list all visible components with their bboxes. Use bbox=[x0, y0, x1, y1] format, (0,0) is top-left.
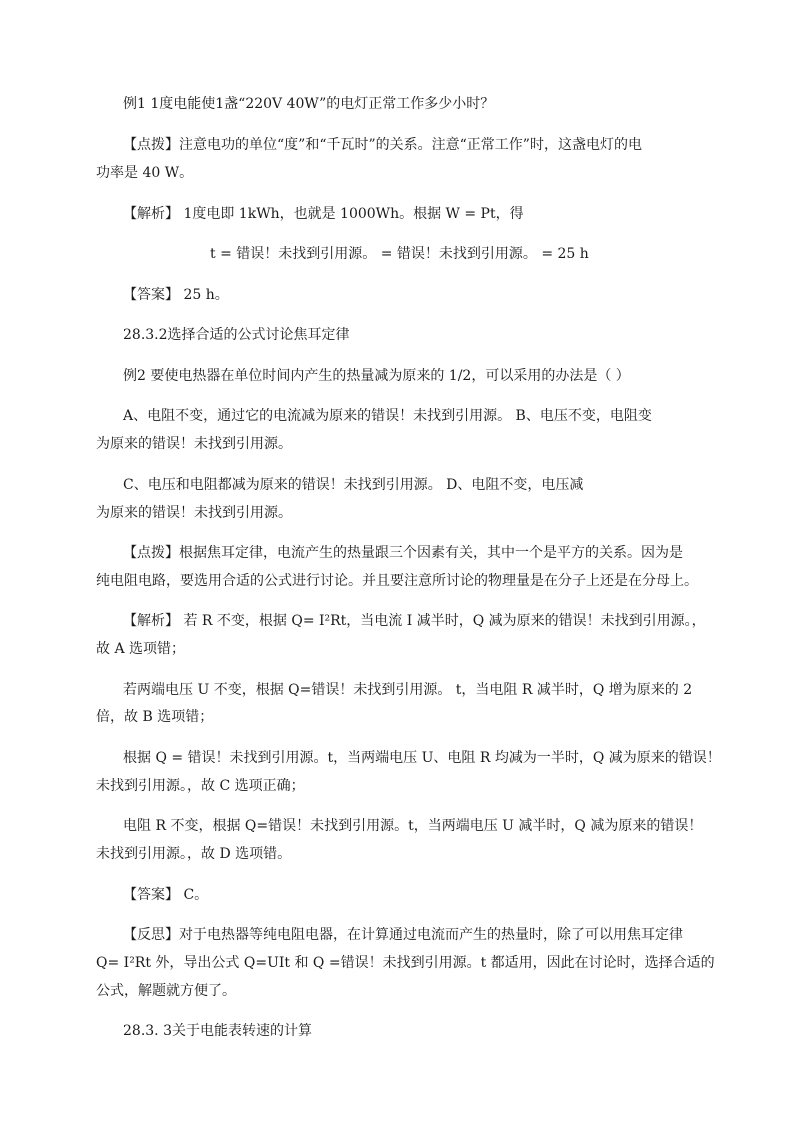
example-1-hint: 【点拨】注意电功的单位“度”和“千瓦时”的关系。注意“正常工作”时，这盏电灯的电 bbox=[123, 137, 642, 153]
example-2-reflection-line-3: 公式，解题就方便了。 bbox=[96, 983, 236, 999]
example-2-options-c-d: C、电压和电阻都减为原来的错误！未找到引用源。 D、电阻不变，电压减 bbox=[123, 477, 584, 493]
section-heading-28-3-2: 28.3.2选择合适的公式讨论焦耳定律 bbox=[123, 327, 350, 343]
example-2-options-a-b: A、电阻不变，通过它的电流减为原来的错误！未找到引用源。 B、电压不变，电阻变 bbox=[123, 408, 652, 424]
example-2-hint-continued: 纯电阻电路，要选用合适的公式进行讨论。并且要注意所讨论的物理量是在分子上还是在分母上。 bbox=[96, 573, 698, 589]
example-1-formula: t = 错误！未找到引用源。 = 错误！未找到引用源。 = 25 h bbox=[210, 246, 589, 262]
example-2-analysis-a-continued: 故 A 选项错； bbox=[96, 641, 186, 657]
example-1-analysis: 【解析】 1度电即 1kWh，也就是 1000Wh。根据 W = Pt，得 bbox=[123, 206, 524, 222]
example-2-options-c-d-continued: 为原来的错误！未找到引用源。 bbox=[96, 505, 292, 521]
example-2-options-a-b-continued: 为原来的错误！未找到引用源。 bbox=[96, 436, 292, 452]
example-2-question: 例2 要使电热器在单位时间内产生的热量减为原来的 1/2，可以采用的办法是（ ） bbox=[123, 368, 630, 384]
example-2-analysis-d: 电阻 R 不变，根据 Q=错误！未找到引用源。t，当两端电压 U 减半时，Q 减为原来的错误！ bbox=[123, 818, 703, 834]
example-2-hint: 【点拨】根据焦耳定律，电流产生的热量跟三个因素有关，其中一个是平方的关系。因为是 bbox=[123, 545, 683, 561]
example-1-answer: 【答案】 25 h。 bbox=[123, 287, 229, 303]
example-1-question: 例1 1度电能使1盏“220V 40W”的电灯正常工作多少小时？ bbox=[123, 96, 495, 112]
example-2-analysis-d-continued: 未找到引用源。，故 D 选项错。 bbox=[96, 846, 292, 862]
example-2-reflection-line-2: Q= I²Rt 外，导出公式 Q=UIt 和 Q =错误！未找到引用源。t 都适用，因此在讨论时，选择合适的 bbox=[96, 955, 715, 971]
example-2-analysis-c: 根据 Q = 错误！未找到引用源。t，当两端电压 U、电阻 R 均减为一半时，Q 减为原来的错误！ bbox=[123, 750, 721, 766]
example-1-hint-continued: 功率是 40 W。 bbox=[96, 165, 194, 181]
section-heading-28-3-3: 28.3. 3关于电能表转速的计算 bbox=[123, 1023, 312, 1039]
example-2-analysis-b-continued: 倍，故 B 选项错； bbox=[96, 709, 214, 725]
example-2-answer: 【答案】 C。 bbox=[123, 887, 209, 903]
example-2-analysis-b: 若两端电压 U 不变，根据 Q=错误！未找到引用源。 t，当电阻 R 减半时，Q 增为原来的 2 bbox=[123, 682, 693, 698]
example-2-analysis-a: 【解析】 若 R 不变，根据 Q= I²Rt，当电流 I 减半时，Q 减为原来的错误！未找到引用源。， bbox=[123, 613, 706, 629]
example-2-analysis-c-continued: 未找到引用源。，故 C 选项正确； bbox=[96, 778, 305, 794]
example-2-reflection: 【反思】对于电热器等纯电阻电器，在计算通过电流而产生的热量时，除了可以用焦耳定律 bbox=[123, 927, 683, 943]
